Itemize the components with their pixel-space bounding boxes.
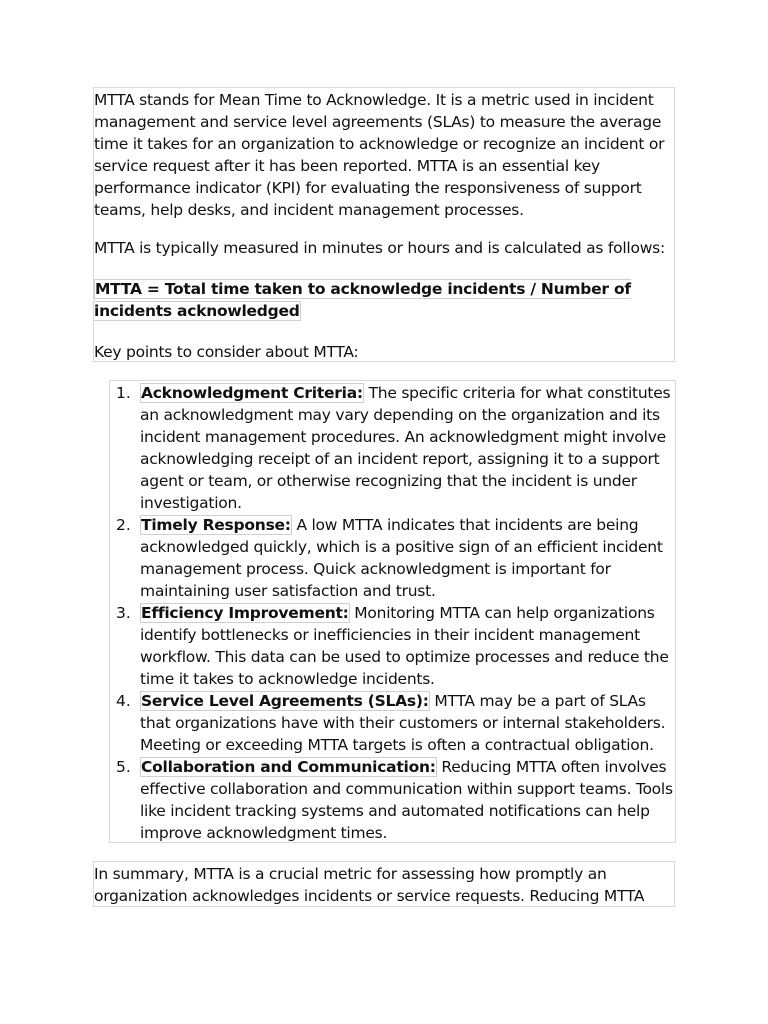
summary-section: [93, 861, 675, 907]
list-item-body: [140, 756, 677, 844]
list-item-term: Acknowledgment Criteria:: [141, 384, 363, 402]
list-item-term: Timely Response:: [141, 516, 291, 534]
list-item-body: [140, 382, 677, 514]
list-item-body: [140, 602, 677, 690]
list-item-body: [140, 690, 677, 756]
list-item-number: 2.: [116, 516, 131, 534]
list-item-text: A low MTTA indicates that incidents are being acknowledged quickly, which is a positive sign of an efficient incident management process. Quick acknowledgment is important for maintaining user satisfaction and trust.: [140, 516, 663, 600]
definition-paragraph: MTTA stands for Mean Time to Acknowledge. It is a metric used in incident management and service level agreements (SLAs) to measure the average time it takes for an organization to acknowledge or recognize an incident or service request after it has been reported. MTTA is an essential key performance indicator (KPI) for evaluating the responsiveness of support teams, help desks, and incident management processes.: [94, 91, 665, 219]
list-item-term: Service Level Agreements (SLAs):: [141, 692, 429, 710]
summary-paragraph: In summary, MTTA is a crucial metric for assessing how promptly an organization acknowledges incidents or service requests. Reducing MTTA: [94, 865, 645, 905]
list-item-body: [140, 514, 677, 602]
formula-text: MTTA = Total time taken to acknowledge incidents / Number of incidents acknowledged: [94, 280, 631, 320]
list-item-number: 5.: [116, 758, 131, 776]
list-item-term: Collaboration and Communication:: [141, 758, 436, 776]
list-item-text: Reducing MTTA often involves effective collaboration and communication within support teams. Tools like incident tracking systems and automated notifications can help improve acknowledgment times.: [140, 758, 673, 842]
list-item-term: Efficiency Improvement:: [141, 604, 349, 622]
list-item-number: 4.: [116, 692, 131, 710]
list-item-number: 3.: [116, 604, 131, 622]
key-points-intro: Key points to consider about MTTA:: [94, 343, 359, 361]
list-item-text: Monitoring MTTA can help organizations identify bottlenecks or inefficiencies in their incident management workflow. This data can be used to optimize processes and reduce the time it takes to acknowledge incidents.: [140, 604, 669, 688]
measurement-paragraph: MTTA is typically measured in minutes or hours and is calculated as follows:: [94, 239, 665, 257]
key-points-list: [109, 380, 676, 843]
formula-paragraph: [94, 278, 634, 322]
list-item-text: The specific criteria for what constitutes an acknowledgment may vary depending on the organization and its incident management procedures. An acknowledgment might involve acknowledging receipt of an incident report, assigning it to a support agent or team, or otherwise recognizing that the incident is under investigation.: [140, 384, 671, 512]
intro-section: [93, 87, 675, 362]
list-item-text: MTTA may be a part of SLAs that organizations have with their customers or internal stakeholders. Meeting or exceeding MTTA targets is often a contractual obligation.: [140, 692, 666, 754]
list-item-number: 1.: [116, 384, 131, 402]
